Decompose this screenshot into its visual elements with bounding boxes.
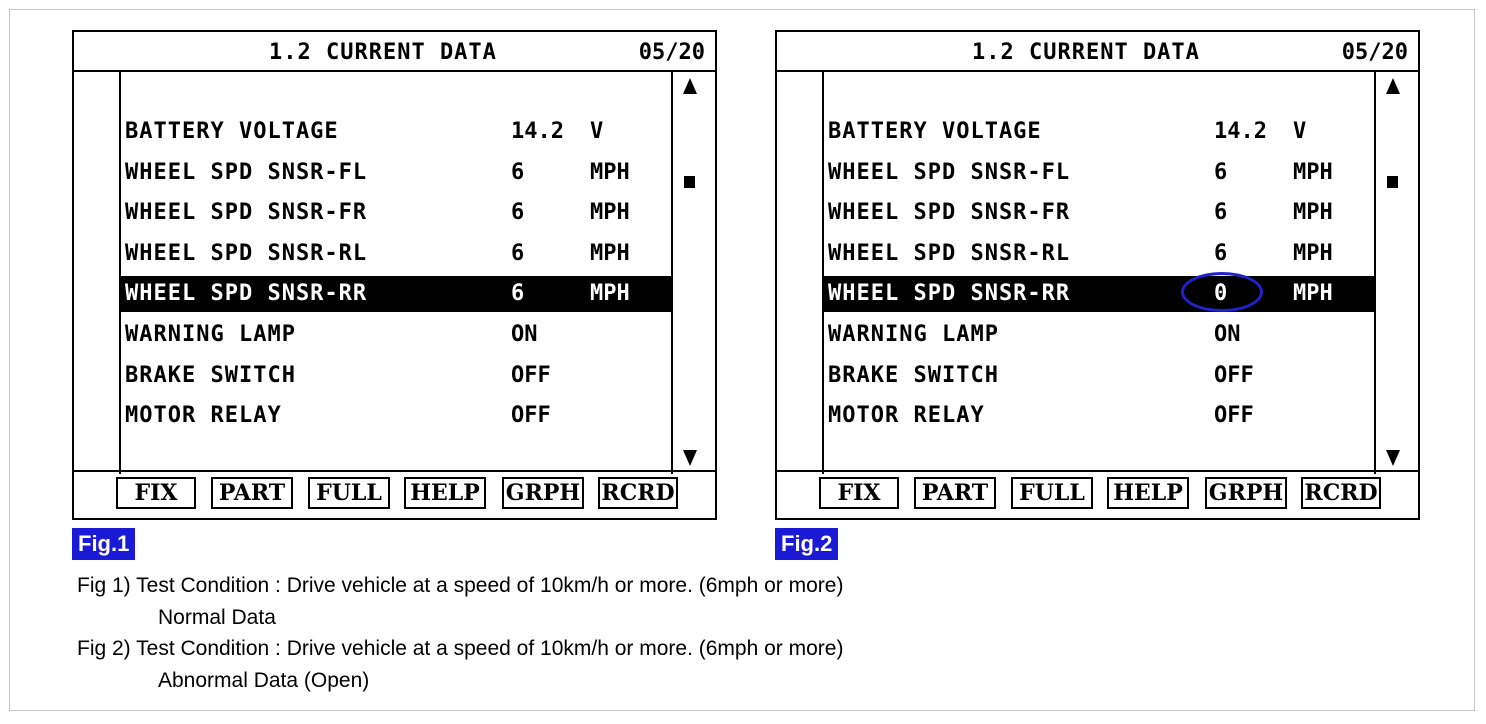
data-row-brake-switch[interactable] [824, 356, 1374, 397]
full-button[interactable]: FULL [1011, 477, 1093, 509]
row-label: WHEEL SPD SNSR-FL [828, 159, 1071, 185]
fig2-condition-caption: Fig 2) Test Condition : Drive vehicle at a speed of 10km/h or more. (6mph or more) [77, 637, 844, 660]
row-value: OFF [1214, 362, 1254, 388]
row-value: 6 [511, 200, 525, 226]
row-label: BRAKE SWITCH [125, 362, 296, 388]
row-value: 0 [1214, 281, 1228, 307]
row-label: WARNING LAMP [828, 321, 999, 347]
row-value: 6 [511, 281, 525, 307]
screen-title: 1.2 CURRENT DATA [972, 40, 1200, 65]
row-label: MOTOR RELAY [125, 403, 282, 429]
screen-header [74, 32, 715, 72]
data-row-wheel-spd-rr-selected[interactable] [824, 276, 1374, 312]
row-value: 14.2 [511, 119, 564, 144]
row-unit: MPH [590, 240, 630, 266]
function-key-bar [74, 470, 715, 518]
page-indicator: 05/20 [1341, 40, 1408, 65]
row-value: OFF [511, 362, 551, 388]
row-value: 6 [1214, 159, 1228, 185]
row-value: 6 [511, 159, 525, 185]
help-button[interactable]: HELP [404, 477, 486, 509]
row-unit: MPH [590, 159, 630, 185]
row-unit: MPH [1293, 240, 1333, 266]
data-row-wheel-spd-rr-selected[interactable] [121, 276, 671, 312]
triangle-up-icon[interactable] [1386, 78, 1400, 94]
help-button[interactable]: HELP [1107, 477, 1189, 509]
row-value: ON [1214, 321, 1241, 347]
function-key-bar [777, 470, 1418, 518]
data-row-motor-relay[interactable] [824, 396, 1374, 437]
triangle-down-icon[interactable] [1386, 450, 1400, 466]
data-row-brake-switch[interactable] [121, 356, 671, 397]
row-label: WHEEL SPD SNSR-RL [828, 240, 1071, 266]
part-button[interactable]: PART [211, 477, 293, 509]
fig1-condition-caption: Fig 1) Test Condition : Drive vehicle at a speed of 10km/h or more. (6mph or more) [77, 574, 844, 597]
fix-button[interactable]: FIX [116, 477, 196, 509]
right-divider [1374, 70, 1376, 474]
triangle-up-icon[interactable] [683, 78, 697, 94]
row-label: WHEEL SPD SNSR-FR [828, 200, 1071, 226]
data-list [121, 112, 671, 437]
data-row-wheel-spd-rl[interactable] [121, 234, 671, 275]
row-label: WHEEL SPD SNSR-FL [125, 159, 368, 185]
row-value: 6 [1214, 240, 1228, 266]
fix-button[interactable]: FIX [819, 477, 899, 509]
row-label: BATTERY VOLTAGE [828, 119, 1042, 144]
screen-title: 1.2 CURRENT DATA [269, 40, 497, 65]
row-unit: MPH [1293, 200, 1333, 226]
row-label: MOTOR RELAY [828, 403, 985, 429]
fig2-label: Fig.2 [775, 528, 838, 560]
data-row-battery-voltage[interactable] [121, 112, 671, 153]
row-unit: MPH [1293, 159, 1333, 185]
scroll-thumb-square-icon[interactable] [684, 176, 695, 188]
scroll-thumb-square-icon[interactable] [1387, 176, 1398, 188]
full-button[interactable]: FULL [308, 477, 390, 509]
row-label: WHEEL SPD SNSR-RR [828, 281, 1071, 307]
data-row-wheel-spd-rl[interactable] [824, 234, 1374, 275]
right-divider [671, 70, 673, 474]
row-label: BRAKE SWITCH [828, 362, 999, 388]
row-unit: V [1293, 119, 1307, 144]
row-label: WHEEL SPD SNSR-FR [125, 200, 368, 226]
row-value: 14.2 [1214, 119, 1267, 144]
grph-button[interactable]: GRPH [1205, 477, 1287, 509]
row-unit: MPH [590, 281, 630, 307]
data-row-warning-lamp[interactable] [121, 315, 671, 356]
rcrd-button[interactable]: RCRD [1301, 477, 1381, 509]
row-label: WHEEL SPD SNSR-RL [125, 240, 368, 266]
data-row-motor-relay[interactable] [121, 396, 671, 437]
data-row-wheel-spd-fr[interactable] [121, 193, 671, 234]
screen-header [777, 32, 1418, 72]
row-label: BATTERY VOLTAGE [125, 119, 339, 144]
scanner-screen-fig2 [775, 30, 1420, 520]
grph-button[interactable]: GRPH [502, 477, 584, 509]
row-unit: MPH [1293, 281, 1333, 307]
row-value: 6 [511, 240, 525, 266]
row-value: OFF [1214, 403, 1254, 429]
page-indicator: 05/20 [638, 40, 705, 65]
row-label: WARNING LAMP [125, 321, 296, 347]
row-value: OFF [511, 403, 551, 429]
data-row-wheel-spd-fl[interactable] [121, 153, 671, 194]
triangle-down-icon[interactable] [683, 450, 697, 466]
row-label: WHEEL SPD SNSR-RR [125, 281, 368, 307]
row-value: ON [511, 321, 538, 347]
data-row-battery-voltage[interactable] [824, 112, 1374, 153]
row-unit: MPH [590, 200, 630, 226]
fig2-result-caption: Abnormal Data (Open) [158, 669, 370, 692]
scanner-screen-fig1 [72, 30, 717, 520]
data-row-wheel-spd-fr[interactable] [824, 193, 1374, 234]
fig1-result-caption: Normal Data [158, 606, 276, 629]
row-value: 6 [1214, 200, 1228, 226]
row-unit: V [590, 119, 604, 144]
data-list [824, 112, 1374, 437]
rcrd-button[interactable]: RCRD [598, 477, 678, 509]
data-row-wheel-spd-fl[interactable] [824, 153, 1374, 194]
data-row-warning-lamp[interactable] [824, 315, 1374, 356]
fig1-label: Fig.1 [72, 528, 135, 560]
part-button[interactable]: PART [914, 477, 996, 509]
